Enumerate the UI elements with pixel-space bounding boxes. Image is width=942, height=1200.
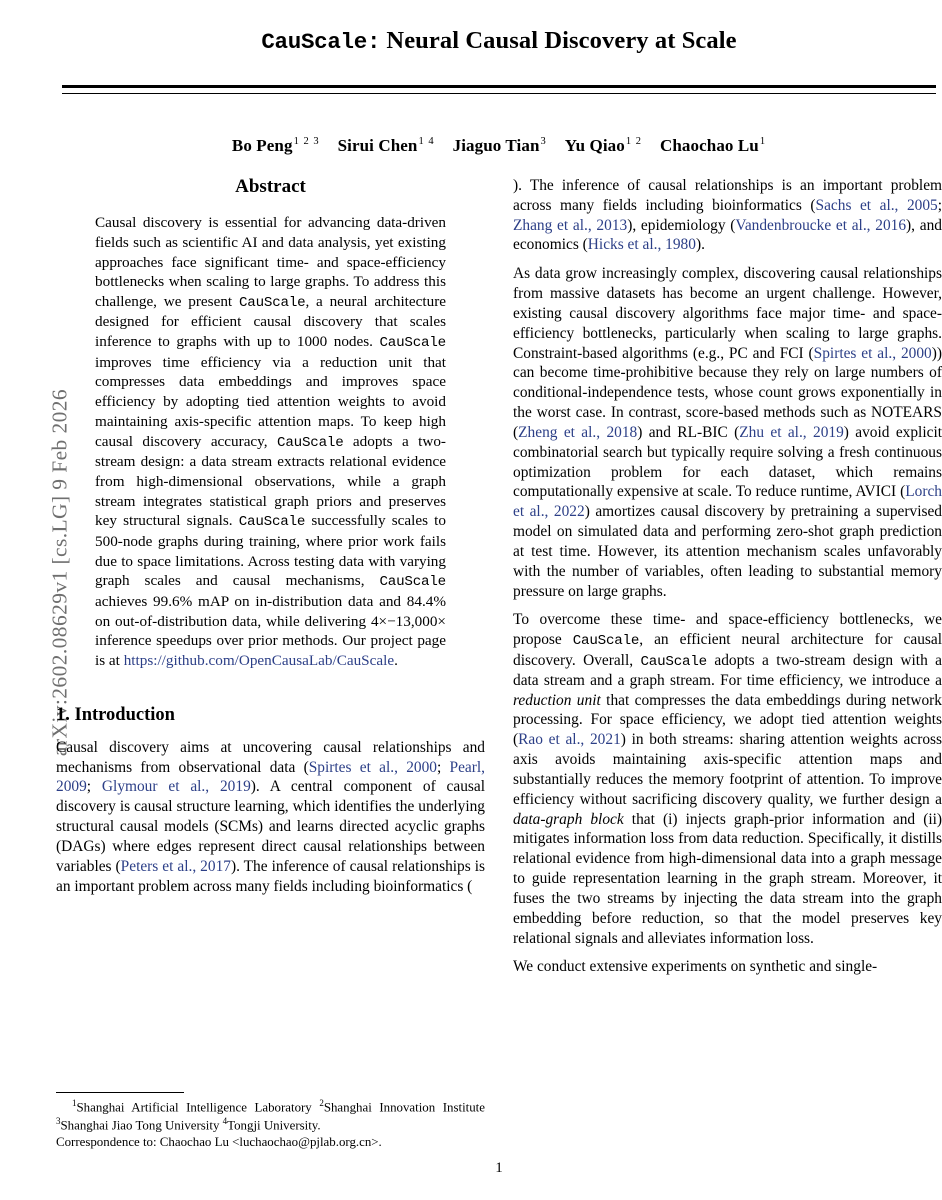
arxiv-stamp [0,0,72,1200]
body-text: adopts a two-stream design with a data stream and a graph stream. For time efficiency, we introduce a [513,651,942,689]
citation-link[interactable]: Zheng et al., 2018 [518,423,638,441]
body-text: ; [436,758,450,776]
page-title [68,26,930,57]
author-list [56,136,942,156]
project-page-link[interactable]: https://github.com/OpenCausaLab/CauScale [123,652,395,670]
citation-link[interactable]: Zhu et al., 2019 [739,423,844,441]
abstract-text: , a neural architecture designed for efficient causal discovery that scales inference to graphs with up to 1000 nodes. [95,293,446,351]
footnote-mark-3: 3 [56,1116,61,1127]
footnote-affiliations [56,1098,485,1134]
intro-paragraph-continued [513,176,942,255]
body-text: To overcome these time- and space-efficiency bottlenecks, we propose [513,611,942,649]
citation-link[interactable]: Lorch et al., 2022 [513,483,942,521]
body-text: Causal discovery aims at uncovering causal relationships and mechanisms from observational data ( [56,738,485,776]
model-name-mono: CauScale [379,574,446,591]
citation-link[interactable]: Peters et al., 2017 [120,857,231,875]
body-text: ), epidemiology ( [627,216,736,234]
left-column [56,176,485,1151]
author-name: Yu Qiao [564,135,625,155]
abstract-text: adopts a two-stream design: a data stream extracts relational evidence from high-dimensional observations, while a graph stream integrates statistical graph priors and preserves key structural signals. [95,432,446,530]
introduction-paragraph [56,738,485,897]
body-paragraph-3 [513,610,942,948]
abstract-text: improves time efficiency via a reduction unit that compresses data embeddings and improves space efficiency by adopting tied attention weights to avoid maintaining axis-specific attention maps. To keep high causal discovery accuracy, [95,353,446,450]
author-entry [338,136,435,155]
footnote-mark-1: 1 [72,1098,77,1109]
body-text: ) in both streams: sharing attention weights across axis avoids maintaining axis-specific attention maps and substantially reduces the memory footprint of attention. To improve efficiency without sacrificing discovery quality, we further design a [513,731,942,808]
model-name-mono: CauScale [238,295,306,311]
body-text: that (i) injects graph-prior information and (ii) mitigates information loss from data reduction. Specifically, it distills relational evidence from high-dimensional data into a graph message to guide representation learning in the graph stream. Moreover, it fuses the two streams by injecting the data stream into the graph embedding before reduction, so that the model preserves key relational signals and alleviates information loss. [513,810,942,947]
model-name-mono: CauScale [572,633,640,650]
term-data-graph-block: data-graph block [513,810,624,828]
footnote-correspondence: Correspondence to: Chaochao Lu <luchaochao@pjlab.org.cn>. [56,1135,382,1150]
abstract-text: successfully scales to 500-node graphs during training, where prior work fails due to space limitations. Across testing data with varying graph scales and causal mechanisms, [95,512,446,590]
citation-link[interactable]: Pearl, 2009 [56,758,486,796]
affiliation-2: Shanghai Innovation Institute [323,1100,485,1115]
body-text: ; [86,778,102,796]
body-text: , an efficient neural architecture for causal discovery. Overall, [513,631,942,669]
footnote-mark-4: 4 [222,1116,228,1127]
right-column [513,176,942,1151]
title-block [56,0,942,94]
citation-link[interactable]: Glymour et al., 2019 [101,778,251,796]
author-name: Chaochao Lu [659,135,759,155]
citation-link[interactable]: Spirtes et al., 2000 [813,344,932,362]
author-name: Sirui Chen [337,135,418,155]
body-text: that compresses the data embeddings during network processing. For space efficiency, we adopt tied attention weights ( [513,691,942,749]
body-text: ; [937,196,942,214]
title-mono-part: CauScale: [261,29,381,55]
abstract-text: Causal discovery is essential for advancing data-driven fields such as scientific AI and data analysis, yet existing approaches face significant time- and space-efficiency bottlenecks when scaling to large graphs. To address this challenge, we present [95,214,446,310]
author-affiliation-marks: 1 2 3 [293,135,320,147]
citation-link[interactable]: Rao et al., 2021 [518,731,621,749]
affiliation-4: Tongji University. [227,1118,321,1133]
section-heading-introduction: 1. Introduction [56,704,175,725]
body-text: )) can become time-prohibitive because they rely on large numbers of conditional-independence tests, whose count grows exponentially in the worst case. In contrast, score-based methods such as NOTEARS ( [513,344,942,441]
author-entry [565,136,642,155]
model-name-mono: CauScale [277,434,344,451]
body-text: ). [695,236,705,254]
body-paragraph-2 [513,264,942,601]
abstract-text: . [394,652,398,670]
author-affiliation-marks: 1 2 [625,135,642,147]
body-text: ). A central component of causal discovery is causal structure learning, which identifies the underlying structural causal models (SCMs) and learns directed acyclic graphs (DAGs) where edges represent direct causal relationships between variables ( [56,778,486,875]
citation-link[interactable]: Spirtes et al., 2000 [308,758,437,776]
body-text: ) and RL-BIC ( [637,423,740,441]
body-columns [56,176,942,1151]
body-text: As data grow increasingly complex, discovering causal relationships from massive datasets has become an urgent challenge. However, existing causal discovery algorithms face major time- and space-efficiency bottlenecks, particularly when scaling to large graphs. Constraint-based algorithms (e.g., PC and FCI ( [513,265,942,362]
model-name-mono: CauScale [640,653,707,670]
author-name: Jiaguo Tian [452,135,540,155]
page-number: 1 [495,1160,503,1176]
term-reduction-unit: reduction unit [513,691,601,709]
abstract-body [95,213,446,671]
author-entry [232,136,320,155]
footnote-mark-2: 2 [319,1098,324,1109]
footnote-divider [56,1092,184,1093]
abstract-heading: Abstract [235,176,306,197]
footnote-block [56,1092,485,1151]
author-entry [660,136,766,155]
citation-link[interactable]: Hicks et al., 1980 [587,236,696,254]
body-text-continues-right-column: ). The inference of causal relationships is an important problem across many fields including bioinformatics ( [56,857,485,895]
body-text: ). The inference of causal relationships is an important problem across many fields including bioinformatics ( [513,177,942,214]
abstract-text: achieves 99.6% mAP on in-distribution data and 84.4% on out-of-distribution data, while delivering 4×−13,000× inference speedups over prior methods. Our project page is at [95,592,446,670]
title-divider [62,85,936,94]
model-name-mono: CauScale [379,335,446,352]
body-text: ) avoid explicit combinatorial search but typically require solving a fresh continuous optimization problem for each dataset, which remains computationally expensive at scale. To reduce runtime, AVICI ( [513,423,942,501]
affiliation-3: Shanghai Jiao Tong University [60,1118,223,1133]
body-text: ) amortizes causal discovery by pretraining a supervised model on simulated data and performing zero-shot graph prediction at test time. However, its attention mechanism scales unfavorably with the number of variables, often leading to substantial memory pressure on large graphs. [513,503,942,600]
citation-link[interactable]: Sachs et al., 2005 [815,196,938,214]
title-rest-part: Neural Causal Discovery at Scale [380,27,737,54]
affiliation-1: Shanghai Artificial Intelligence Laboratory [76,1100,320,1115]
abstract-paragraph [95,213,446,671]
author-entry [453,136,547,155]
author-name: Bo Peng [231,135,293,155]
author-affiliation-marks: 1 [759,135,767,147]
author-affiliation-marks: 1 4 [418,135,435,147]
paper-page [56,0,942,1200]
body-text: ), and economics ( [513,216,942,254]
citation-link[interactable]: Zhang et al., 2013 [513,216,628,234]
body-paragraph-4: We conduct extensive experiments on synthetic and single- [513,958,878,976]
model-name-mono: CauScale [238,514,306,531]
author-affiliation-marks: 3 [540,135,547,147]
arxiv-stamp-text: arXiv:2602.08629v1 [cs.LG] 9 Feb 2026 [47,388,72,757]
citation-link[interactable]: Vandenbroucke et al., 2016 [735,216,907,234]
